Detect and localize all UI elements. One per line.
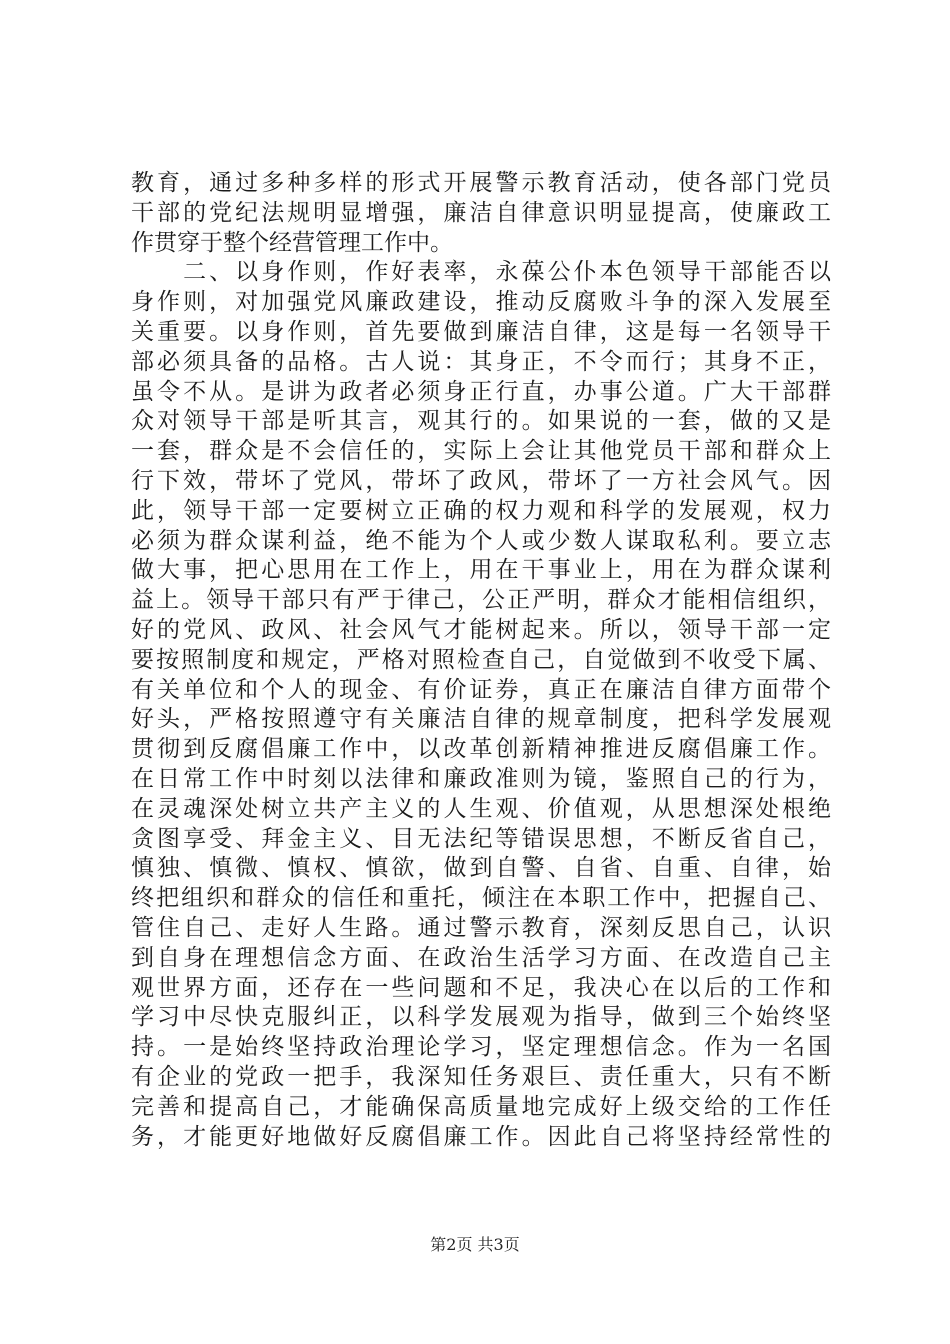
text-line: 有关单位和个人的现金、有价证券，真正在廉洁自律方面带个 [131,676,831,703]
text-line: 有企业的党政一把手，我深知任务艰巨、责任重大，只有不断 [131,1063,831,1090]
text-line: 完善和提高自己，才能确保高质量地完成好上级交给的工作任 [131,1093,831,1120]
text-line: 作贯穿于整个经营管理工作中。 [131,229,453,256]
text-line: 益上。领导干部只有严于律己，公正严明，群众才能相信组织， [131,587,831,614]
text-line: 必须为群众谋利益，绝不能为个人或少数人谋取私利。要立志 [131,527,831,554]
text-line: 慎独、慎微、慎权、慎欲，做到自警、自省、自重、自律，始 [131,855,831,882]
text-line: 贪图享受、拜金主义、目无法纪等错误思想，不断反省自己， [131,825,831,852]
text-line: 持。一是始终坚持政治理论学习，坚定理想信念。作为一名国 [131,1034,831,1061]
text-line: 终把组织和群众的信任和重托，倾注在本职工作中，把握自己、 [131,885,831,912]
page-number-footer: 第2页 共3页 [430,1235,520,1254]
text-line: 好头，严格按照遵守有关廉洁自律的规章制度，把科学发展观 [131,706,831,733]
text-line: 关重要。以身作则，首先要做到廉洁自律，这是每一名领导干 [131,318,831,345]
text-line: 此，领导干部一定要树立正确的权力观和科学的发展观，权力 [131,497,831,524]
text-line: 教育，通过多种多样的形式开展警示教育活动，使各部门党员 [131,170,831,196]
text-line: 观世界方面，还存在一些问题和不足，我决心在以后的工作和 [131,974,831,1001]
text-line: 贯彻到反腐倡廉工作中，以改革创新精神推进反腐倡廉工作。 [131,736,831,763]
text-line: 管住自己、走好人生路。通过警示教育，深刻反思自己，认识 [131,914,831,941]
text-line: 虽令不从。是讲为政者必须身正行直，办事公道。广大干部群 [131,378,831,405]
text-line: 二、以身作则，作好表率，永葆公仆本色领导干部能否以 [131,259,831,286]
text-line: 在灵魂深处树立共产主义的人生观、价值观，从思想深处根绝 [131,795,831,822]
text-line: 众对领导干部是听其言，观其行的。如果说的一套，做的又是 [131,408,831,435]
text-line: 行下效，带坏了党风，带坏了政风，带坏了一方社会风气。因 [131,467,831,494]
text-line: 务，才能更好地做好反腐倡廉工作。因此自己将坚持经常性的 [131,1123,831,1150]
text-line: 学习中尽快克服纠正，以科学发展观为指导，做到三个始终坚 [131,1004,831,1031]
text-line: 好的党风、政风、社会风气才能树起来。所以，领导干部一定 [131,616,831,643]
text-line: 在日常工作中时刻以法律和廉政准则为镜，鉴照自己的行为， [131,765,831,792]
text-line: 部必须具备的品格。古人说：其身正，不令而行；其身不正， [131,348,831,375]
text-line: 身作则，对加强党风廉政建设，推动反腐败斗争的深入发展至 [131,289,831,316]
text-line: 要按照制度和规定，严格对照检查自己，自觉做到不收受下属、 [131,646,831,673]
text-line: 一套，群众是不会信任的，实际上会让其他党员干部和群众上 [131,438,831,465]
body-text [131,169,831,1152]
text-line: 做大事，把心思用在工作上，用在干事业上，用在为群众谋利 [131,557,831,584]
text-line: 干部的党纪法规明显增强，廉洁自律意识明显提高，使廉政工 [131,199,831,226]
text-line: 到自身在理想信念方面、在政治生活学习方面、在改造自己主 [131,944,831,971]
